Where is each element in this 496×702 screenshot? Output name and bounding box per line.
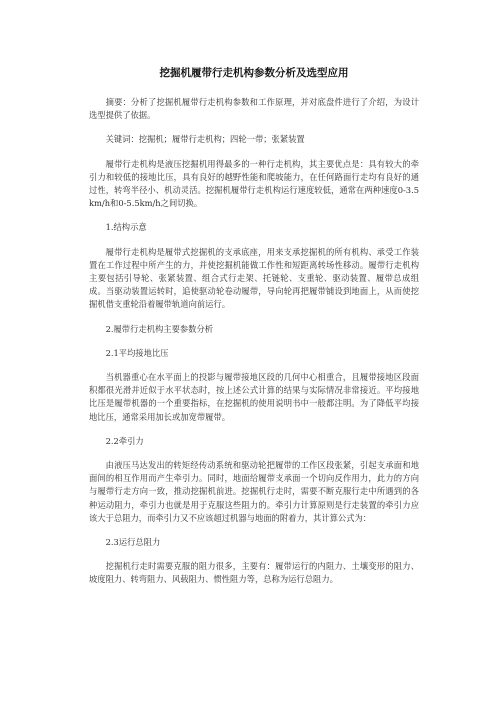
section-2-3-heading: 2.3运行总阻力 bbox=[105, 537, 161, 548]
section-2-1-paragraph: 当机器重心在水平面上的投影与履带接地区段的几何中心相重合，且履带接地区段面积都很光滑并近似于水平状态时，按上述公式计算的结果与实际情况非常接近。平均接地比压是履带机器的一个重要指标，在挖掘机的使用说明书中一般都注明。为了降低平均接地比压，通常采用加长或加宽带履带。 bbox=[89, 372, 419, 422]
keywords-paragraph: 关键词：挖掘机；履带行走机构；四轮一带；张紧装置 bbox=[105, 134, 305, 145]
document-page bbox=[89, 66, 419, 598]
intro-paragraph: 履带行走机构是液压挖掘机用得最多的一种行走机构，其主要优点是：具有较大的牵引力和较低的接地比压，具有良好的越野性能和爬坡能力，在任何路面行走均有良好的通过性，转弯半径小、机动灵活。挖掘机履带行走机构运行速度较低，通常在两种速度0-3.5km/h和0-5.5km/h之间切换。 bbox=[89, 158, 419, 209]
section-1-heading: 1.结构示意 bbox=[105, 222, 147, 233]
section-2-2-paragraph: 由液压马达发出的转矩经传动系统和驱动轮把履带的工作区段张紧，引起支承面和地面间的相互作用而产生牵引力。同时，地面给履带支承面一个切向反作用力，此力的方向与履带行走方向一致，推动挖掘机前进。挖掘机行走时，需要不断克服行走中所遇到的各种运动阻力，牵引力也就是用于克服这些阻力的。牵引力计算原则是行走装置的牵引力应该大于总阻力，而牵引力又不应该超过机器与地面的附着力，其计算公式为： bbox=[89, 460, 419, 523]
section-2-heading: 2.履带行走机构主要参数分析 bbox=[105, 323, 214, 334]
section-2-1-heading: 2.1平均接地比压 bbox=[105, 347, 169, 358]
section-1-paragraph: 履带行走机构是履带式挖掘机的支承底座，用来支承挖掘机的所有机构、承受工作装置在工作过程中所产生的力，并使挖掘机能做工作性和短距离转场性移动。履带行走机构主要包括引导轮、张紧装置、组合式行走架、托链轮、支重轮、驱动装置、履带总成组成。当驱动装置运转时，追使驱动轮卷动履带，导向轮再把履带铺设到地面上，从而使挖掘机借支重轮沿着履带轨道向前运行。 bbox=[89, 246, 419, 310]
document-title: 挖掘机履带行走机构参数分析及选型应用 bbox=[159, 67, 349, 79]
section-2-3-paragraph: 挖掘机行走时需要克服的阻力很多，主要有：履带运行的内阻力、土壤变形的阻力、坡度阻力、转弯阻力、风载阻力、惯性阻力等，总称为运行总阻力。 bbox=[89, 561, 419, 585]
section-2-2-heading: 2.2牵引力 bbox=[105, 435, 144, 446]
abstract-paragraph: 摘要：分析了挖掘机履带行走机构参数和工作原理，并对底盘件进行了介绍，为设计选型提供了依据。 bbox=[89, 97, 419, 121]
